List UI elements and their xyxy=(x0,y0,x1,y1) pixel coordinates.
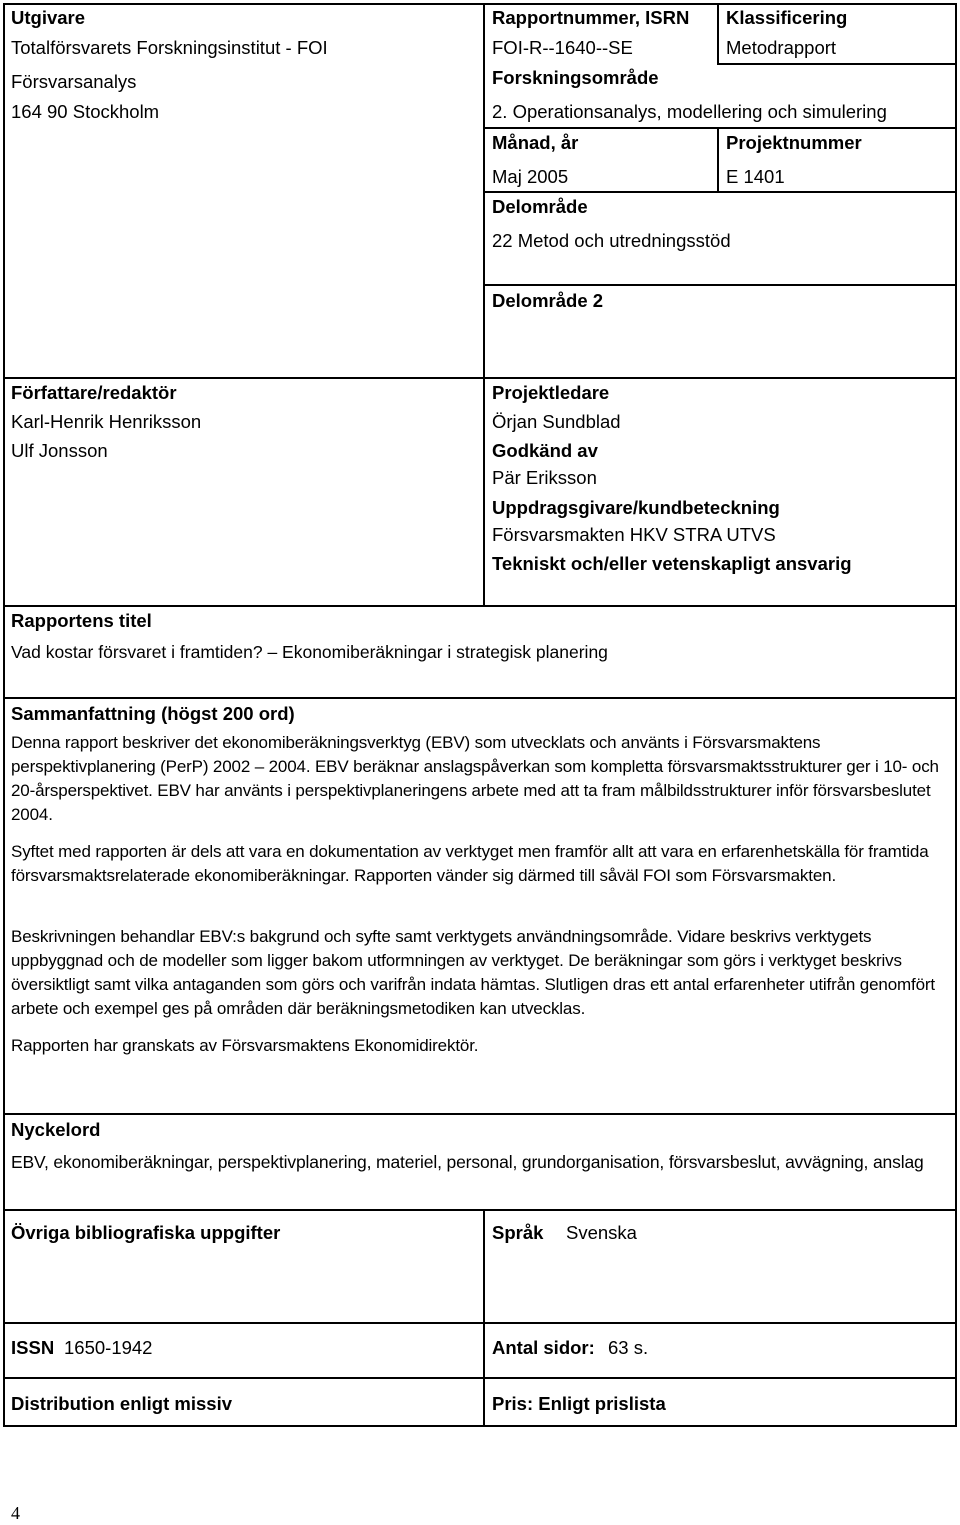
divider-bottom-vertical xyxy=(483,1209,485,1427)
divider-subarea-row xyxy=(483,191,957,193)
keywords-label: Nyckelord xyxy=(11,1119,101,1140)
pages-label: Antal sidor: xyxy=(492,1337,595,1358)
language-value: Svenska xyxy=(566,1222,637,1243)
divider-subarea2-row xyxy=(483,284,957,286)
sub-area-label: Delområde xyxy=(492,196,588,217)
author-2: Ulf Jonsson xyxy=(11,440,108,461)
keywords-value: EBV, ekonomiberäkningar, perspektivplanering, materiel, personal, grundorganisation, försvarsbeslut, avvägning, anslag xyxy=(11,1152,924,1172)
project-leader-value: Örjan Sundblad xyxy=(492,411,621,432)
issn-label: ISSN xyxy=(11,1337,55,1358)
summary-paragraph-3: Beskrivningen behandlar EBV:s bakgrund och syfte samt verktygets användningsområde. Vidare beskrivs verktygets uppbyggnad och de modeller som ligger bakom utformningen av verktyget. De beräkningar som görs i verktyget beskrivs översiktligt samt vilka antaganden som görs och varifrån indata hämtas. Slutligen dras ett antal erfarenheter utifrån genomfört arbete och exempel ges på områden där beräkningsmetodiken kan utvecklas. xyxy=(11,927,936,1018)
report-title-label: Rapportens titel xyxy=(11,610,152,631)
client-label: Uppdragsgivare/kundbeteckning xyxy=(492,497,780,518)
price-label: Pris: Enligt prislista xyxy=(492,1393,666,1414)
summary-paragraph-1: Denna rapport beskriver det ekonomiberäkningsverktyg (EBV) som utvecklats och använts i Försvarsmaktens perspektivplanering (PerP) 2002 – 2004. EBV beräknar anslagspåverkan som kompletta försvarsmaktsstrukturer ger i 10- och 20-årsperspektivet. EBV har använts i perspektivplaneringens arbete med att ta fram målbildsstrukturer inför försvarsbeslutet 2004. xyxy=(11,733,939,824)
divider-bib-row xyxy=(3,1209,957,1211)
summary-paragraph-2: Syftet med rapporten är dels att vara en dokumentation av verktyget men framför allt att vara en erfarenhetskälla för framtida försvarsmaktsrelaterade ekonomiberäkningar. Rapporten vänder sig därmed till såväl FOI som Försvarsmakten. xyxy=(11,842,929,885)
issn-value: 1650-1942 xyxy=(64,1337,153,1358)
divider-month-project-vertical xyxy=(717,127,719,192)
language-label: Språk xyxy=(492,1222,544,1243)
publisher-line-3: 164 90 Stockholm xyxy=(11,101,160,122)
project-number-value: E 1401 xyxy=(726,166,785,187)
page-number: 4 xyxy=(11,1503,20,1523)
responsible-label: Tekniskt och/eller vetenskapligt ansvarig xyxy=(492,553,852,574)
divider-classification xyxy=(717,63,957,65)
project-number-label: Projektnummer xyxy=(726,132,862,153)
divider-top-right-vertical xyxy=(717,3,719,64)
distribution-label: Distribution enligt missiv xyxy=(11,1393,232,1414)
divider-month-row xyxy=(483,127,957,129)
summary-paragraph-4: Rapporten har granskats av Försvarsmaktens Ekonomidirektör. xyxy=(11,1036,479,1055)
sub-area-value: 22 Metod och utredningsstöd xyxy=(492,230,731,251)
month-year-label: Månad, år xyxy=(492,132,579,153)
divider-authors-row xyxy=(3,377,957,379)
project-leader-label: Projektledare xyxy=(492,382,610,403)
report-number-label: Rapportnummer, ISRN xyxy=(492,7,690,28)
classification-label: Klassificering xyxy=(726,7,848,28)
divider-issn-row xyxy=(3,1322,957,1324)
summary-label: Sammanfattning (högst 200 ord) xyxy=(11,703,295,724)
month-year-value: Maj 2005 xyxy=(492,166,569,187)
pages-value: 63 s. xyxy=(608,1337,649,1358)
divider-keywords-row xyxy=(3,1113,957,1115)
publisher-label: Utgivare xyxy=(11,7,86,28)
classification-value: Metodrapport xyxy=(726,37,837,58)
report-number-value: FOI-R--1640--SE xyxy=(492,37,633,58)
publisher-line-1: Totalförsvarets Forskningsinstitut - FOI xyxy=(11,37,328,58)
report-title-value: Vad kostar försvaret i framtiden? – Ekonomiberäkningar i strategisk planering xyxy=(11,642,608,662)
research-area-label: Forskningsområde xyxy=(492,67,659,88)
publisher-line-2: Försvarsanalys xyxy=(11,71,137,92)
divider-distribution-row xyxy=(3,1377,957,1379)
approved-by-label: Godkänd av xyxy=(492,440,598,461)
divider-summary-row xyxy=(3,697,957,699)
approved-by-value: Pär Eriksson xyxy=(492,467,597,488)
divider-main-vertical xyxy=(483,3,485,606)
other-bib-label: Övriga bibliografiska uppgifter xyxy=(11,1222,281,1243)
divider-title-row xyxy=(3,605,957,607)
authors-label: Författare/redaktör xyxy=(11,382,177,403)
client-value: Försvarsmakten HKV STRA UTVS xyxy=(492,524,776,545)
research-area-value: 2. Operationsanalys, modellering och simulering xyxy=(492,101,887,122)
author-1: Karl-Henrik Henriksson xyxy=(11,411,202,432)
sub-area-2-label: Delområde 2 xyxy=(492,290,604,311)
